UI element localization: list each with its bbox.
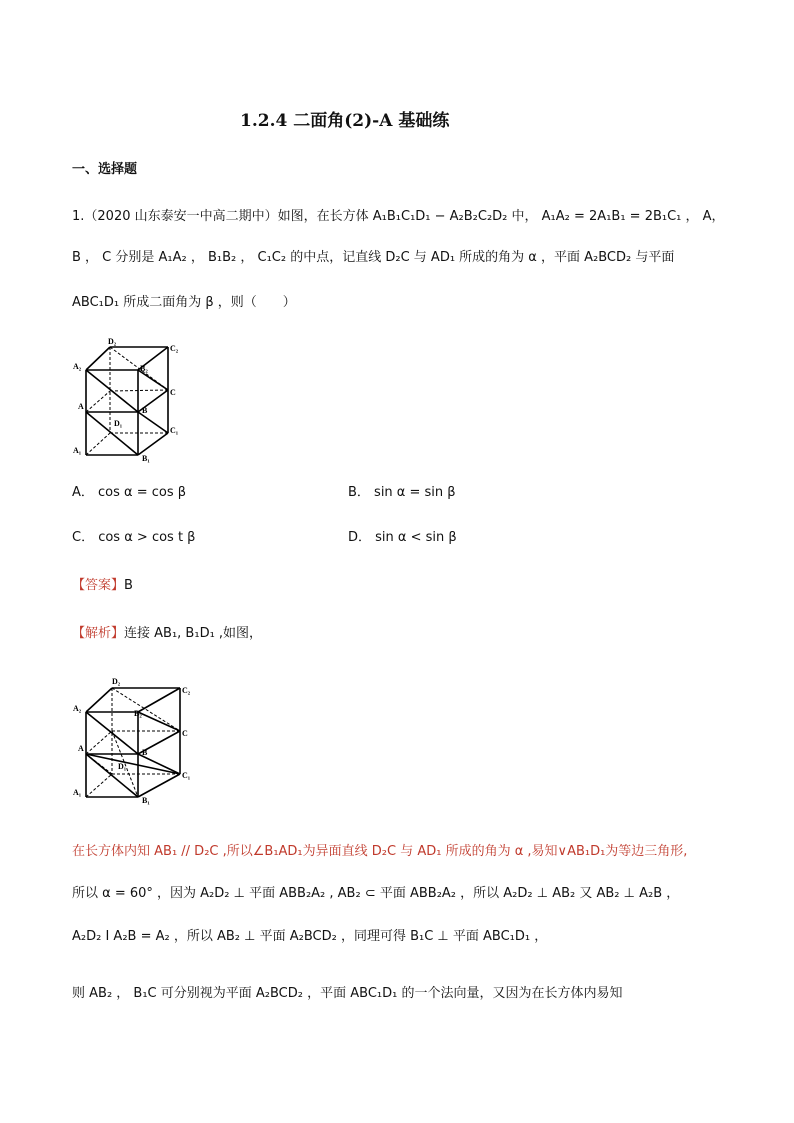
solution-line-3: A₂D₂ I A₂B = A₂ ，所以 AB₂ ⊥ 平面 A₂BCD₂ ，同理可得 B₁C ⊥ 平面 ABC₁D₁ ， <box>72 929 548 944</box>
question-line-1: 1.（2020 山东泰安一中高二期中）如图，在长方体 A₁B₁C₁D₁ − A₂B₂C₂D₂ 中， A₁A₂ = 2A₁B₁ = 2B₁C₁ ， A， <box>72 209 725 224</box>
analysis-text: 连接 AB₁, B₁D₁ ,如图， <box>124 626 263 641</box>
label-a1: A₁ <box>73 446 82 455</box>
label-d2: D₂ <box>108 337 117 346</box>
label-a: A <box>78 402 84 411</box>
option-c: C． cos α > cos t β <box>72 530 196 545</box>
label-c1: C₁ <box>170 426 179 435</box>
label-c2: C₂ <box>170 344 179 353</box>
option-d: D． sin α < sin β <box>348 530 457 545</box>
option-b: B． sin α = sin β <box>348 485 456 500</box>
label-d1: D₁ <box>114 419 123 428</box>
label-b: B <box>142 406 148 415</box>
option-a: A． cos α = cos β <box>72 485 187 500</box>
question-line-3: ABC₁D₁ 所成二面角为 β ，则（ ） <box>72 295 296 310</box>
section-heading: 一、选择题 <box>72 162 138 177</box>
label-a: A <box>78 744 84 753</box>
label-b1: B₁ <box>142 454 150 463</box>
solution-line-4: 则 AB₂ ， B₁C 可分别视为平面 A₂BCD₂ ，平面 ABC₁D₁ 的一个法向量，又因为在长方体内易知 <box>72 986 623 1001</box>
label-c1: C₁ <box>182 771 191 780</box>
analysis-row <box>72 624 262 644</box>
page-title: 1.2.4 二面角(2)-A 基础练 <box>240 111 450 131</box>
label-b1: B₁ <box>142 796 150 805</box>
label-a1: A₁ <box>73 788 82 797</box>
cuboid-figure-2 <box>70 672 200 807</box>
label-d1: D₁ <box>118 762 127 771</box>
label-a2: A₂ <box>73 704 82 713</box>
label-b: B <box>142 748 148 757</box>
answer-value: B <box>124 578 133 593</box>
label-c: C <box>170 388 176 397</box>
label-b2: B₂ <box>140 364 148 373</box>
label-a2: A₂ <box>73 362 82 371</box>
solution-line-1: 在长方体内知 AB₁ // D₂C ,所以∠B₁AD₁为异面直线 D₂C 与 AD₁ 所成的角为 α ,易知∨AB₁D₁为等边三角形, <box>72 844 688 859</box>
answer-row <box>72 576 133 596</box>
label-c: C <box>182 729 188 738</box>
label-d2: D₂ <box>112 677 121 686</box>
question-line-2: B ， C 分别是 A₁A₂ ， B₁B₂ ， C₁C₂ 的中点，记直线 D₂C 与 AD₁ 所成的角为 α ，平面 A₂BCD₂ 与平面 <box>72 250 675 265</box>
answer-label: 【答案】 <box>72 578 125 593</box>
solution-line-2: 所以 α = 60° ，因为 A₂D₂ ⊥ 平面 ABB₂A₂ , AB₂ ⊂ 平面 ABB₂A₂ ，所以 A₂D₂ ⊥ AB₂ 又 AB₂ ⊥ A₂B ， <box>72 886 680 901</box>
analysis-label: 【解析】 <box>72 626 125 641</box>
cuboid-figure-1 <box>70 335 200 465</box>
label-c2: C₂ <box>182 686 191 695</box>
label-b2: B₂ <box>134 709 142 718</box>
